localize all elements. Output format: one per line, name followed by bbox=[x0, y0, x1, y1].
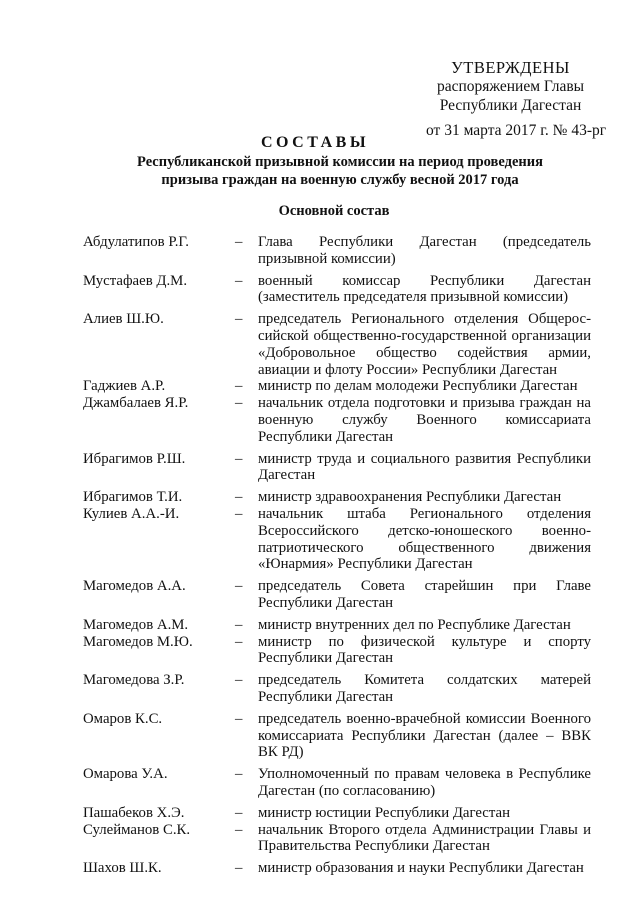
member-role: министр по физической культуре и спорту Республики Дагестан bbox=[258, 633, 591, 667]
member-name: Сулейманов С.К. bbox=[83, 821, 191, 838]
member-row bbox=[0, 234, 640, 268]
document-heading bbox=[60, 133, 620, 189]
member-name: Ибрагимов Т.И. bbox=[83, 489, 183, 506]
approval-date: от 31 марта 2017 г. № 43-рг bbox=[426, 122, 607, 139]
member-dash: – bbox=[235, 272, 243, 289]
member-dash: – bbox=[235, 766, 243, 783]
member-row bbox=[0, 766, 640, 800]
member-name: Гаджиев А.Р. bbox=[83, 378, 166, 395]
member-name: Магомедов М.Ю. bbox=[83, 633, 193, 650]
member-row bbox=[0, 506, 640, 573]
member-name: Алиев Ш.Ю. bbox=[83, 311, 164, 328]
member-role: министр здравоохранения Республики Дагестан bbox=[258, 489, 562, 506]
section-title: Основной состав bbox=[278, 203, 390, 219]
member-row bbox=[0, 578, 640, 612]
member-row bbox=[0, 311, 640, 378]
member-role: министр юстиции Республики Дагестан bbox=[258, 804, 510, 821]
member-name: Мустафаев Д.М. bbox=[83, 272, 188, 289]
member-role: министр по делам молодежи Республики Дагестан bbox=[258, 378, 578, 395]
member-row bbox=[0, 617, 640, 634]
member-role: министр образования и науки Республики Дагестан bbox=[258, 860, 584, 877]
member-role: министр внутренних дел по Республике Дагестан bbox=[258, 616, 571, 633]
member-dash: – bbox=[235, 489, 243, 506]
member-name: Шахов Ш.К. bbox=[83, 860, 162, 877]
member-name: Магомедова З.Р. bbox=[83, 672, 185, 689]
member-dash: – bbox=[235, 578, 243, 595]
member-row bbox=[0, 378, 640, 395]
heading-subtitle-line-2: призыва граждан на военную службу весной 2017 года bbox=[161, 172, 519, 188]
approval-title: УТВЕРЖДЕНЫ bbox=[451, 58, 570, 77]
member-dash: – bbox=[235, 311, 243, 328]
member-role: председатель Регионального отделения Общероссийской общественно-государственной организации «Добровольное общество содействия армии, авиации и флоту России» Республики Дагестан bbox=[258, 311, 591, 378]
member-name: Пашабеков Х.Э. bbox=[83, 804, 185, 821]
member-name: Магомедов А.А. bbox=[83, 578, 186, 595]
member-dash: – bbox=[235, 710, 243, 727]
member-role: Уполномоченный по правам человека в Республике Дагестан (по согласованию) bbox=[258, 766, 591, 799]
member-dash: – bbox=[235, 234, 243, 250]
member-row bbox=[0, 672, 640, 706]
member-role: председатель военно-врачебной комиссии Военного комиссариата Республики Дагестан (далее – ВВК ВК РД) bbox=[258, 710, 591, 761]
member-role: начальник Второго отдела Администрации Главы и Правительства Республики Дагестан bbox=[258, 821, 591, 855]
approval-stamp-block bbox=[418, 58, 607, 139]
heading-subtitle-line-1: Республиканской призывной комиссии на период проведения bbox=[137, 154, 543, 170]
member-role: Глава Республики Дагестан (председатель призывной комиссии) bbox=[258, 234, 591, 267]
member-dash: – bbox=[235, 804, 243, 821]
member-row bbox=[0, 634, 640, 668]
member-row bbox=[0, 273, 640, 307]
member-dash: – bbox=[235, 505, 243, 522]
member-dash: – bbox=[235, 616, 243, 633]
member-name: Омаров К.С. bbox=[83, 710, 163, 727]
member-row bbox=[0, 711, 640, 761]
approval-line-2: Республики Дагестан bbox=[439, 97, 582, 114]
member-name: Абдулатипов Р.Г. bbox=[83, 234, 189, 250]
member-row bbox=[0, 395, 640, 445]
member-role: начальник штаба Регионального отделения Всероссийского детско-юношеского военно-патриотического общественного движения «Юнармия» Республики Дагестан bbox=[258, 505, 591, 573]
member-role: председатель Комитета солдатских матерей Республики Дагестан bbox=[258, 672, 591, 705]
member-name: Магомедов А.М. bbox=[83, 616, 189, 633]
member-name: Кулиев А.А.-И. bbox=[83, 505, 180, 522]
members-list bbox=[0, 234, 640, 877]
member-dash: – bbox=[235, 395, 243, 412]
member-name: Ибрагимов Р.Ш. bbox=[83, 450, 186, 467]
member-dash: – bbox=[235, 378, 243, 395]
member-name: Джамбалаев Я.Р. bbox=[83, 395, 189, 412]
member-row bbox=[0, 805, 640, 822]
member-dash: – bbox=[235, 450, 243, 467]
member-dash: – bbox=[235, 633, 243, 650]
member-role: военный комиссар Республики Дагестан (заместитель председателя призывной комиссии) bbox=[258, 272, 591, 306]
member-name: Омарова У.А. bbox=[83, 766, 168, 783]
member-role: председатель Совета старейшин при Главе Республики Дагестан bbox=[258, 578, 591, 611]
member-row bbox=[0, 489, 640, 506]
member-role: министр труда и социального развития Республики Дагестан bbox=[258, 450, 591, 484]
member-row bbox=[0, 451, 640, 485]
member-role: начальник отдела подготовки и призыва граждан на военную службу Военного комиссариата Республики Дагестан bbox=[258, 395, 591, 445]
member-row bbox=[0, 822, 640, 856]
approval-line-1: распоряжением Главы bbox=[436, 78, 585, 95]
member-row bbox=[0, 860, 640, 877]
member-dash: – bbox=[235, 860, 243, 877]
member-dash: – bbox=[235, 672, 243, 689]
member-dash: – bbox=[235, 821, 243, 838]
heading-title: СОСТАВЫ bbox=[260, 134, 370, 151]
